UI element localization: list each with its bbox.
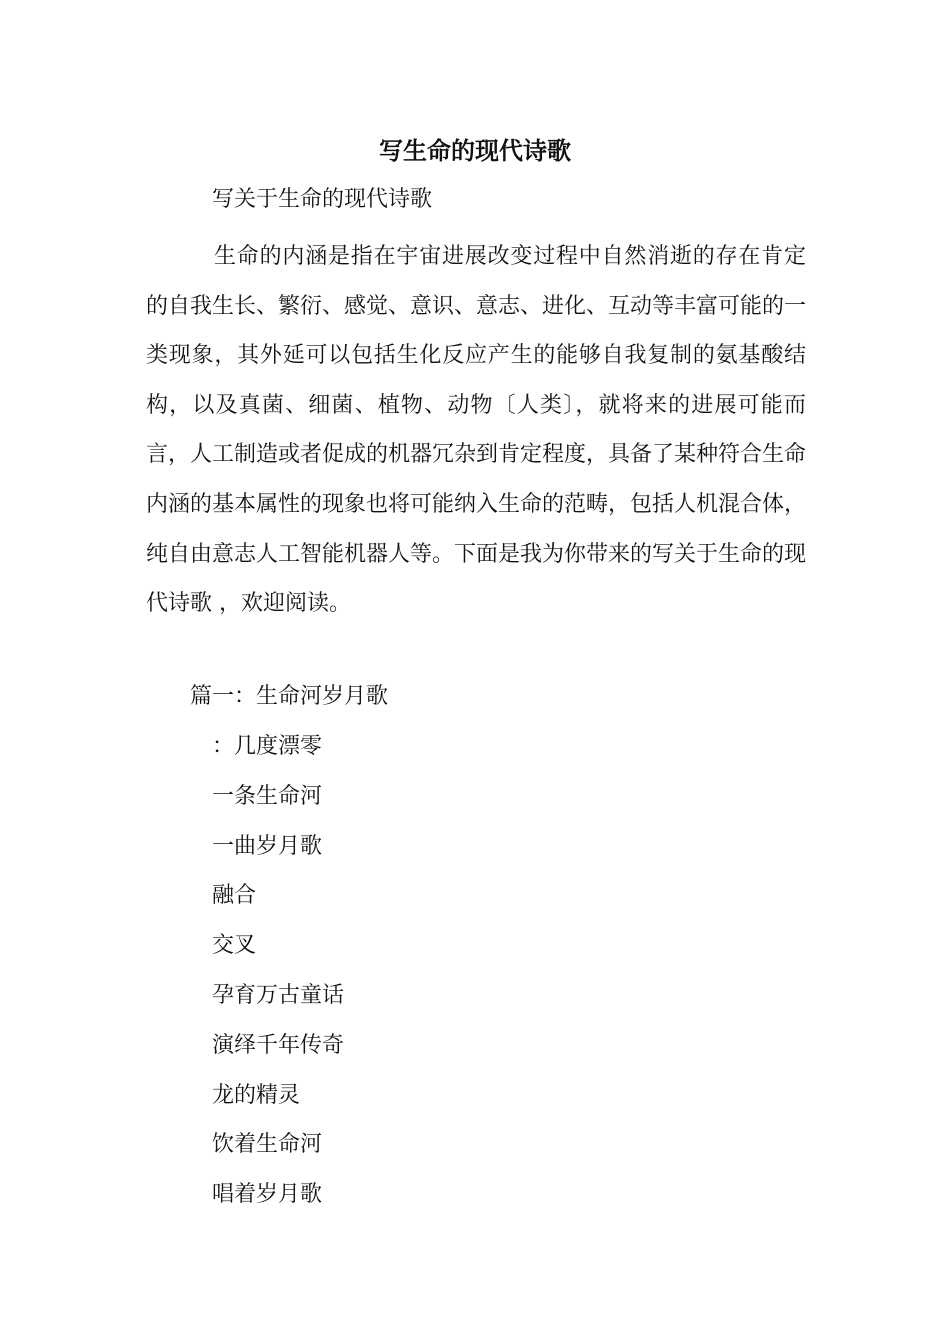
poem-line: 交叉: [212, 933, 257, 959]
poem-line: 饮着生命河: [212, 1132, 323, 1158]
poem-line: 一条生命河: [212, 783, 323, 809]
poem-lines: [212, 729, 344, 1227]
poem-line: 孕育万古童话: [212, 982, 345, 1008]
poem-line: 龙的精灵: [212, 1082, 301, 1108]
poem-line: 唱着岁月歌: [212, 1182, 323, 1208]
poem-line: 演绎千年传奇: [212, 1032, 345, 1058]
poem-line: ：几度漂零: [212, 734, 323, 759]
document-subtitle: 写关于生命的现代诗歌: [212, 187, 433, 212]
poem-line: 一曲岁月歌: [212, 833, 323, 859]
poem-heading: 篇一：生命河岁月歌: [190, 684, 389, 709]
poem-line: 融合: [212, 883, 257, 909]
intro-paragraph: 生命的内涵是指在宇宙进展改变过程中自然消逝的存在肯定的自我生长、繁衍、感觉、意识、意志、进化、互动等丰富可能的一类现象，其外延可以包括生化反应产生的能够自我复制的氨基酸结构，以及真菌、细菌、植物、动物〔人类〕，就将来的进展可能而言，人工制造或者促成的机器冗杂到肯定程度，具备了某种符合生命内涵的基本属性的现象也将可能纳入生命的范畴，包括人机混合体，纯自由意志人工智能机器人等。下面是我为你带来的写关于生命的现代诗歌 ，欢迎阅读。: [146, 244, 807, 617]
document-title: 写生命的现代诗歌: [379, 136, 571, 165]
